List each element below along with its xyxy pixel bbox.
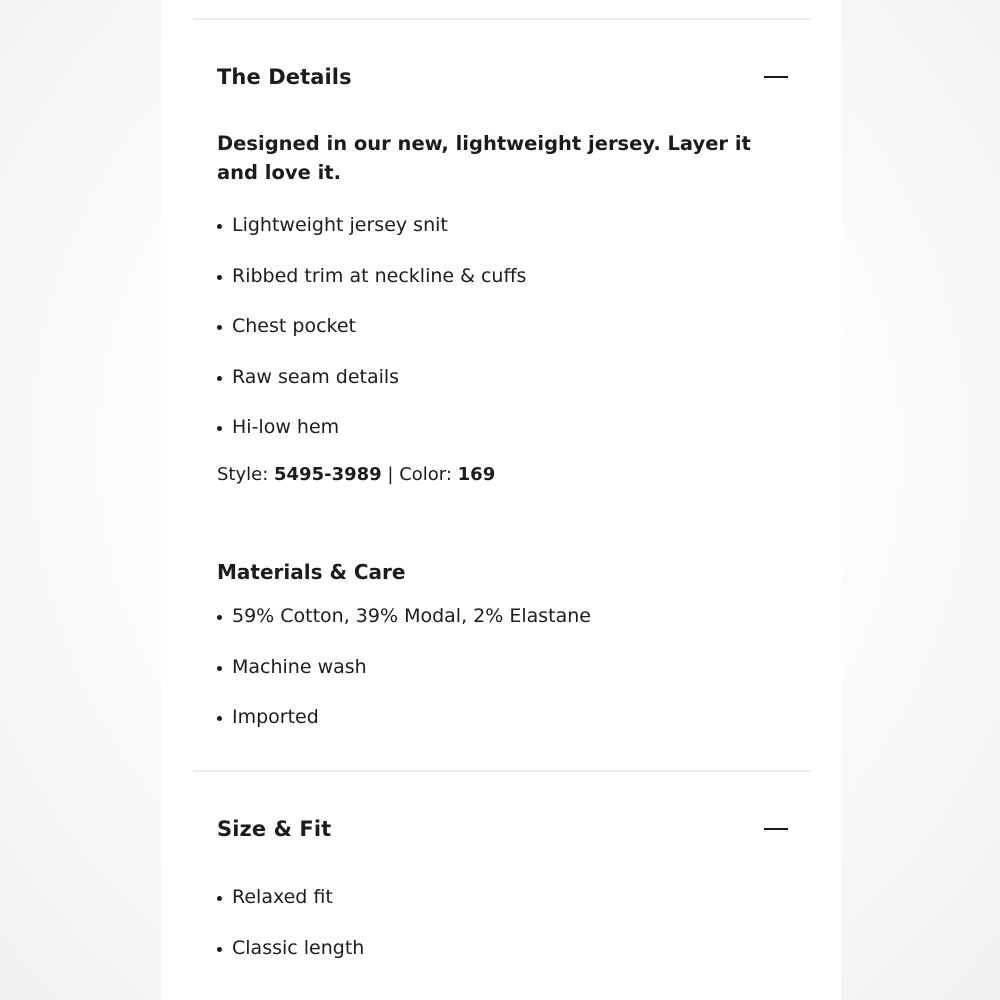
bullet-icon (217, 275, 222, 280)
bullet-icon (217, 896, 222, 901)
list-item: Classic length (217, 936, 364, 987)
bullet-icon (217, 947, 222, 952)
list-item: Imported (217, 705, 591, 756)
style-label: Style: (217, 464, 274, 485)
minus-icon[interactable] (764, 817, 788, 841)
details-accordion-header[interactable] (217, 57, 790, 97)
details-bullet-list (217, 213, 526, 466)
bullet-icon (217, 426, 222, 431)
list-item: Hi-low hem (217, 415, 526, 466)
minus-icon[interactable] (764, 65, 788, 89)
list-item: Chest pocket (217, 314, 526, 365)
details-title: The Details (217, 65, 352, 89)
materials-bullet-list (217, 604, 591, 756)
materials-title: Materials & Care (217, 560, 406, 584)
details-lead-text: Designed in our new, lightweight jersey. Layer it and love it. (217, 132, 751, 184)
separator: | (381, 464, 400, 485)
list-item: Ribbed trim at neckline & cuffs (217, 264, 526, 315)
color-number: 169 (457, 464, 496, 485)
color-label: Color: (399, 464, 458, 485)
bullet-icon (217, 224, 222, 229)
size-fit-title: Size & Fit (217, 817, 332, 841)
list-item: Lightweight jersey snit (217, 213, 526, 264)
bullet-icon (217, 325, 222, 330)
section-divider-top (193, 18, 810, 20)
bullet-icon (217, 716, 222, 721)
bullet-icon (217, 666, 222, 671)
style-number: 5495-3989 (274, 464, 382, 485)
list-item: Relaxed fit (217, 885, 364, 936)
list-item: Raw seam details (217, 365, 526, 416)
bullet-icon (217, 615, 222, 620)
list-item: Machine wash (217, 655, 591, 706)
bullet-icon (217, 376, 222, 381)
section-divider-size (193, 770, 810, 772)
list-item: 59% Cotton, 39% Modal, 2% Elastane (217, 604, 591, 655)
size-fit-accordion-header[interactable] (217, 809, 790, 849)
size-fit-bullet-list (217, 885, 364, 986)
style-color-line (217, 463, 495, 487)
